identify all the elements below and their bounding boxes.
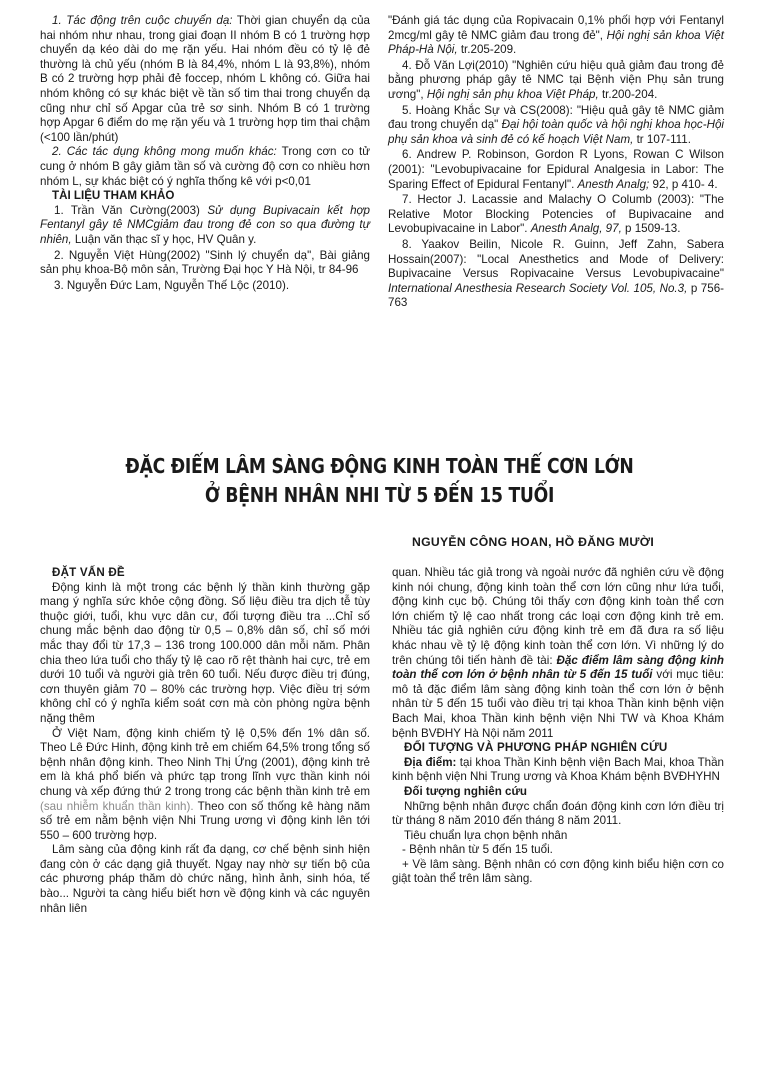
reference-item <box>388 238 724 311</box>
intro-paragraph-3: Lâm sàng của động kinh rất đa dạng, cơ chế bệnh sinh hiện đang còn ở các dạng giả thuyết. Ngay nay nhờ sự tiến bộ của các phương pháp thăm dò chức năng, hình ảnh, sinh hóa, tế bào... Người ta càng hiểu biết hơn về động kinh và các nguyên nhân liên <box>40 843 370 915</box>
section-heading-introduction: ĐẶT VẤN ĐỀ <box>52 566 125 579</box>
result-text-labor: Thời gian chuyển dạ của hai nhóm như nhau, trong giai đoạn II nhóm B có 1 trường hợp chuyển dạ kéo dài do mẹ rặn yếu. Hai nhóm đều có tỷ lệ đẻ thường là chủ yếu (nhóm B là 84,4%, nhóm L là 93,8%), nhóm B có 2 trường hợp phải đẻ foccep, nhóm L không có. Giữa hai nhóm không có sự khác biệt về tần số tim thai trong chuyển dạ cũng như chỉ số Apgar của trẻ sơ sinh. Nhóm B có 1 trường hợp Apgar 6 điểm do mẹ rặn yếu và 1 trường hợp tim thai chậm (<100 lần/phút) <box>40 14 371 144</box>
reference-item <box>388 148 724 192</box>
section-heading-methods: ĐỐI TƯỢNG VÀ PHƯƠNG PHÁP NGHIÊN CỨU <box>404 741 668 755</box>
top-left-column <box>40 14 370 294</box>
reference-item: 3. Nguyễn Đức Lam, Nguyễn Thế Lộc (2010). <box>54 278 290 292</box>
article-title <box>0 452 759 510</box>
location-text: tại khoa Thần Kinh bệnh viện Bach Mai, khoa Thần kinh bệnh viện Nhi Trung ương và Khoa Khám bệnh BVĐHYHN <box>392 755 724 784</box>
reference-item-continued <box>388 14 724 58</box>
reference-title: International Anesthesia Research Society Vol. 105, No.3, <box>388 281 688 295</box>
reference-pages: tr.200-204. <box>598 87 658 101</box>
bottom-left-column <box>40 566 370 916</box>
location-paragraph <box>392 756 724 785</box>
criteria-item: + Về lâm sàng. Bệnh nhân có cơn động kinh biểu hiện cơn co giật toàn thể trên lâm sàng. <box>392 857 724 886</box>
reference-author: 1. Trần Văn Cường(2003) <box>54 203 208 217</box>
reference-text: "Đánh giá tác dụng của Ropivacain 0,1% phối hợp với Fentanyl 2mcg/ml gây tê NMC giảm đau trong đẻ", <box>388 14 724 42</box>
intro-text: Theo con số thống kê hàng năm số trẻ em nằm bệnh viện Nhi Trung ương vì động kinh lên tới 550 – 600 trường hợp. <box>40 799 370 842</box>
reference-pages: tr.205-209. <box>457 43 517 57</box>
reference-source: Luận văn thạc sĩ y học, HV Quân y. <box>71 232 257 246</box>
article-title-line-2: Ở BỆNH NHÂN NHI TỪ 5 ĐẾN 15 TUỔI <box>204 483 555 507</box>
reference-title: Anesth Analg; <box>577 177 650 191</box>
reference-title: Anesth Analg, 97, <box>530 222 622 236</box>
reference-item <box>388 193 724 237</box>
reference-pages: tr 107-111. <box>633 132 691 146</box>
reference-title: Sử dụng Bupivacain kết hợp Fentanyl gây tê NMCgiảm đau trong đẻ con so qua đường tự nhiên, <box>40 203 370 246</box>
reference-item <box>40 204 370 248</box>
reference-item <box>388 59 724 103</box>
intro-paragraph-1: Động kinh là một trong các bệnh lý thần kinh thường gặp mang ý nghĩa sức khỏe cộng đồng. Số liệu điều tra dịch tễ tùy thuộc giới, tuổi, khu vực dân cư, đối tượng điều tra ...Chỉ số chung mắc bệnh dao động từ 0,5 – 0,8% dân số, chỉ số mới mắc thay đổi từ 17,3 – 136 trong 100.000 dân mỗi năm. Phân chia theo lứa tuổi cho thấy tỷ lệ cao rõ rệt thành hai cực, trẻ em dưới 10 tuổi và người già trên 60 tuổi. Nếu được điều trị đúng, cơn thuyên giảm 70 – 80% các trường hợp. Việc điều trị sớm không chỉ có ý nghĩa kiểm soát cơn mà còn phòng ngừa bệnh nặng thêm <box>40 580 370 725</box>
reference-title: Hội nghị sản khoa Việt Pháp-Hà Nội, <box>388 28 724 57</box>
intro-paragraph-2 <box>40 727 370 844</box>
reference-text: 5. Hoàng Khắc Sự và CS(2008): "Hiệu quả gây tê NMC giảm đau trong chuyển dạ" <box>388 103 724 132</box>
reference-item: 2. Nguyễn Việt Hùng(2002) "Sinh lý chuyển dạ", Bài giảng sản phụ khoa-Bộ môn sản, Trường Đại học Y Hà Nội, tr 84-96 <box>40 248 370 277</box>
reference-pages: p 756-763 <box>388 281 724 310</box>
location-label: Địa điểm: <box>404 755 457 769</box>
result-paragraph-labor <box>40 14 370 145</box>
result-paragraph-side-effects <box>40 145 370 189</box>
result-text-side-effects: Trong cơn co tử cung ở nhóm B gây giảm tần số và cường độ cơn co nhiều hơn nhóm L, sự khác biệt có ý nghĩa thống kê với p<0,01 <box>40 145 370 188</box>
reference-title: Hội nghị sản phụ khoa Việt Pháp, <box>426 87 599 101</box>
intro-text: quan. Nhiều tác giả trong và ngoài nước đã nghiên cứu về động kinh nói chung, động kinh toàn thể cơn lớn cũng như lứa tuổi, động kinh cục bộ. Chúng tôi thấy cơn động kinh toàn thể cơn lớn chiếm tỷ lệ cao nhất trong các loại cơn động kinh trẻ em. Nhiều tác giả nghiên cứu động kinh trẻ em đã đưa ra số liệu khác nhau về tỷ lệ động kinh toàn thể cơn lớn. Vì những lý do trên chúng tôi tiến hành đề tài: <box>392 566 724 667</box>
result-label-side-effects: 2. Các tác dụng không mong muốn khác: <box>52 145 277 159</box>
reference-text: 6. Andrew P. Robinson, Gordon R Lyons, Rowan C Wilson (2001): "Levobupivacaine for Epidural Analgesia in Labor: The Sparing Effect of Epidural Fentanyl". <box>388 148 724 191</box>
reference-title: Đại hội toàn quốc và hội nghị khoa học-Hội phụ sản khoa và sinh đẻ có kế hoạch Việt Nam, <box>388 118 724 146</box>
article-title-line-1: ĐẶC ĐIỂM LÂM SÀNG ĐỘNG KINH TOÀN THỂ CƠN LỚN <box>125 454 634 478</box>
subject-heading: Đối tượng nghiên cứu <box>404 784 527 798</box>
references-heading: TÀI LIỆU THAM KHẢO <box>52 189 175 203</box>
bottom-right-column <box>392 566 724 887</box>
subject-paragraph: Những bệnh nhân được chẩn đoán động kinh cơn lớn điều trị từ tháng 8 năm 2010 đến tháng 8 năm 2011. <box>392 799 724 828</box>
reference-text: 7. Hector J. Lacassie and Malachy O Columb (2003): "The Relative Motor Blocking Potencies of Bupivacaine and Levobupivacaine in Labor". <box>388 193 724 236</box>
intro-text: Ở Việt Nam, động kinh chiếm tỷ lệ 0,5% đến 1% dân số. Theo Lê Đức Hinh, động kinh trẻ em chiếm 64,5% trong tổng số bệnh nhân động kinh. Theo Ninh Thị Ứng (2001), động kinh trẻ em là khá phổ biến và phức tạp trong lĩnh vực thần kinh nói chung và xếp đứng thứ 2 trong trong các bệnh thần kinh trẻ em <box>40 726 370 798</box>
reference-item <box>388 104 724 148</box>
article-authors: NGUYỄN CÔNG HOAN, HỒ ĐĂNG MƯỜI <box>412 535 655 549</box>
study-title: Đặc điểm lâm sàng động kinh toàn thể cơn lớn ở bệnh nhân từ 5 đến 15 tuổi <box>392 653 724 682</box>
intro-text-faded: (sau nhiễm khuẩn thần kinh). <box>40 799 194 813</box>
criteria-item: - Bệnh nhân từ 5 đến 15 tuổi. <box>402 843 553 857</box>
reference-text: 8. Yaakov Beilin, Nicole R. Guinn, Jeff Zahn, Sabera Hossain(2007): "Local Anesthetics and Mode of Delivery: Bupivacaine Versus Ropivacaine Versus Levobupivacaine" <box>388 237 724 281</box>
reference-text: 4. Đỗ Văn Lợi(2010) "Nghiên cứu hiệu quả giảm đau trong đẻ bằng phương pháp gây tê NMC tại Bệnh viện Phụ sản trung ương", <box>388 58 724 101</box>
intro-paragraph-continued <box>392 566 724 741</box>
top-right-column <box>388 14 724 312</box>
intro-text: với mục tiêu: mô tả đặc điểm lâm sàng động kinh toàn thể cơn lớn ở bệnh nhân từ 5 đến 15 tuổi vào điều trị tại khoa Thần kinh bệnh viện Bach Mai, khoa Thần kinh bệnh viện Nhi TW và Khoa Khám bệnh BVĐHY Hà Nội năm 2011 <box>392 668 724 740</box>
reference-pages: p 1509-13. <box>621 222 681 236</box>
reference-pages: 92, p 410- 4. <box>649 177 718 191</box>
result-label-labor: 1. Tác động trên cuộc chuyển dạ: <box>52 14 233 27</box>
criteria-heading: Tiêu chuẩn lựa chọn bệnh nhân <box>404 828 568 842</box>
